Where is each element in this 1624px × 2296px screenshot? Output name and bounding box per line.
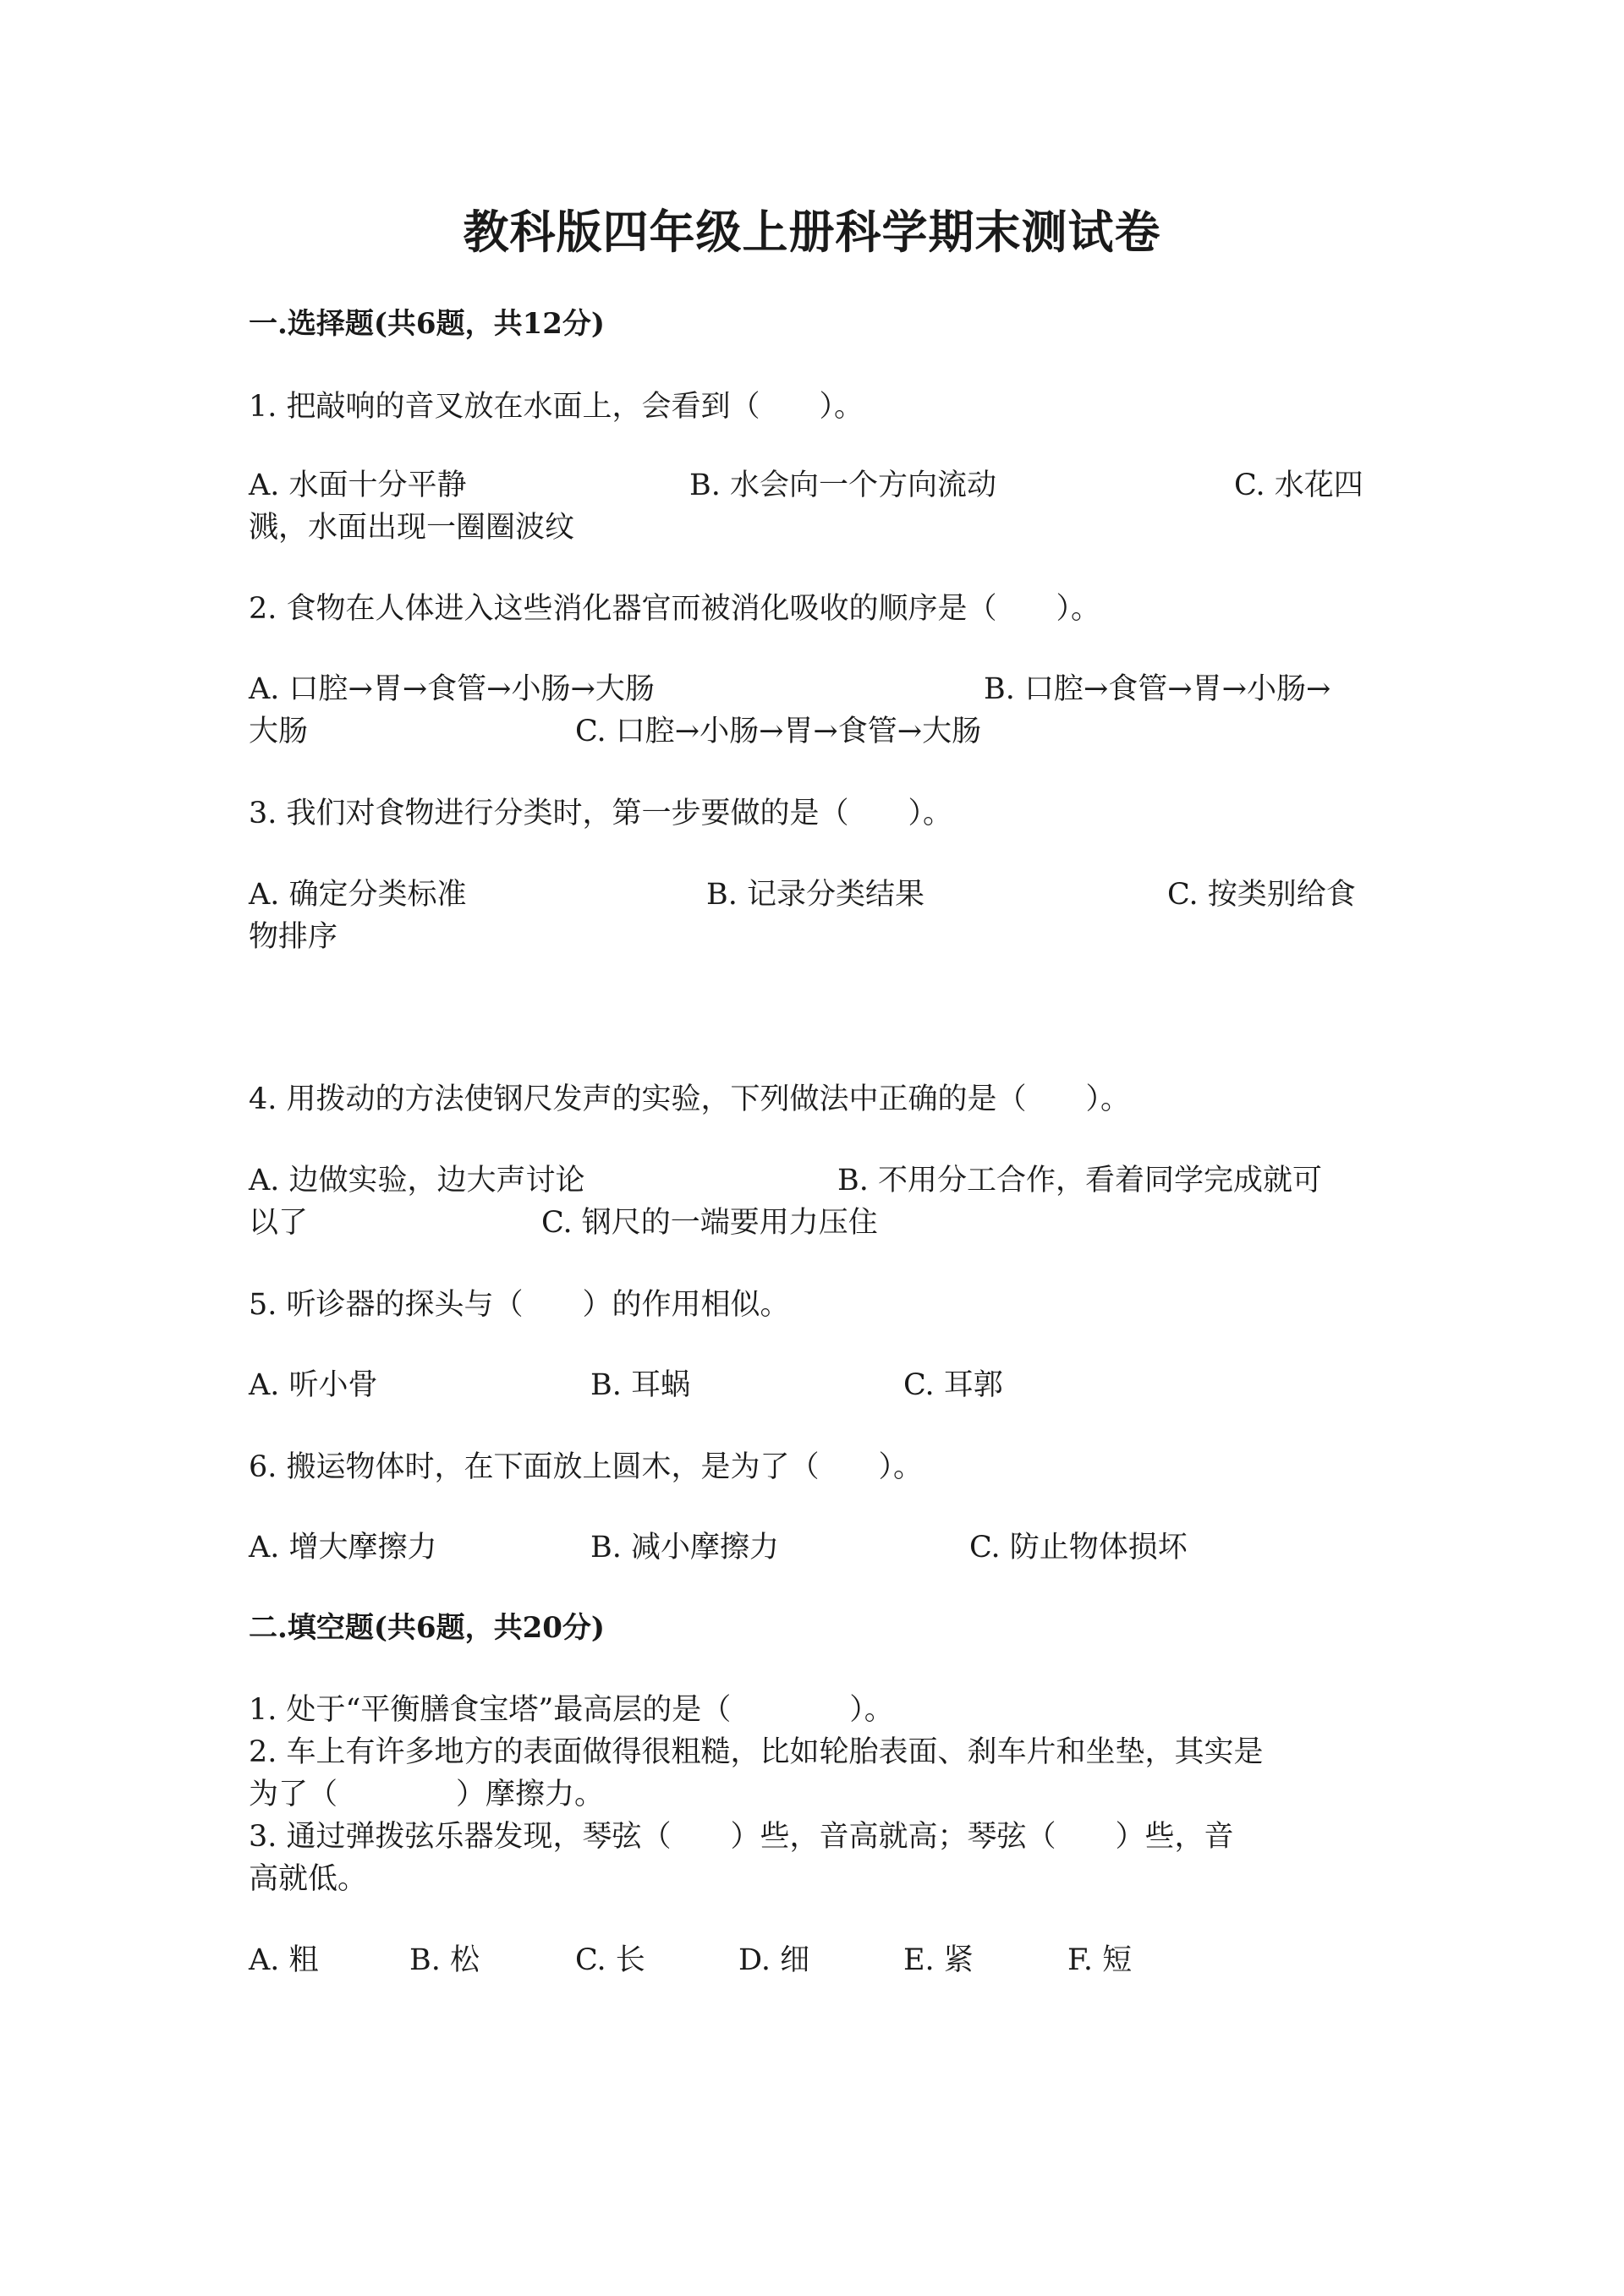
fill-option-f: F. 短 xyxy=(1067,1943,1133,1977)
page-title: 教科版四年级上册科学期末测试卷 xyxy=(463,205,1161,259)
option-5b: B. 耳蜗 xyxy=(590,1368,690,1402)
section-heading-fill: 二.填空题(共6题，共20分) xyxy=(249,1611,605,1645)
option-1c: C. 水花四 xyxy=(1234,469,1363,502)
question-1: 1. 把敲响的音叉放在水面上，会看到（ ）。 xyxy=(249,390,864,424)
fill-option-b: B. 松 xyxy=(409,1943,480,1977)
option-3c-cont: 物排序 xyxy=(249,920,338,954)
question-4: 4. 用拨动的方法使钢尺发声的实验，下列做法中正确的是（ ）。 xyxy=(249,1082,1131,1116)
option-6b: B. 减小摩擦力 xyxy=(590,1531,779,1564)
option-4a: A. 边做实验，边大声讨论 xyxy=(249,1164,585,1197)
option-2b: B. 口腔→食管→胃→小肠→ xyxy=(984,672,1331,706)
option-3a: A. 确定分类标准 xyxy=(249,878,467,912)
option-5c: C. 耳郭 xyxy=(903,1368,1003,1402)
fill-question-2-cont: 为了（ ）摩擦力。 xyxy=(249,1778,605,1811)
option-4c: C. 钢尺的一端要用力压住 xyxy=(541,1206,878,1240)
section-heading-choice: 一.选择题(共6题，共12分) xyxy=(249,307,605,341)
fill-question-1: 1. 处于“平衡膳食宝塔”最高层的是（ ）。 xyxy=(249,1693,894,1727)
option-4b: B. 不用分工合作，看着同学完成就可 xyxy=(837,1164,1322,1197)
option-2c: C. 口腔→小肠→胃→食管→大肠 xyxy=(575,715,982,748)
option-2b-cont: 大肠 xyxy=(249,715,309,748)
option-1b: B. 水会向一个方向流动 xyxy=(689,469,996,502)
fill-question-3: 3. 通过弹拨弦乐器发现，琴弦（ ）些，音高就高；琴弦（ ）些，音 xyxy=(249,1820,1234,1854)
question-6: 6. 搬运物体时，在下面放上圆木，是为了（ ）。 xyxy=(249,1450,924,1484)
option-3c: C. 按类别给食 xyxy=(1167,878,1356,912)
option-6c: C. 防止物体损坏 xyxy=(969,1531,1188,1564)
option-3b: B. 记录分类结果 xyxy=(706,878,924,912)
fill-option-a: A. 粗 xyxy=(249,1943,319,1977)
question-2: 2. 食物在人体进入这些消化器官而被消化吸收的顺序是（ ）。 xyxy=(249,592,1101,626)
option-4b-cont: 以了 xyxy=(249,1206,309,1240)
option-1a: A. 水面十分平静 xyxy=(249,469,467,502)
question-3: 3. 我们对食物进行分类时，第一步要做的是（ ）。 xyxy=(249,797,953,830)
fill-question-2: 2. 车上有许多地方的表面做得很粗糙，比如轮胎表面、刹车片和坐垫，其实是 xyxy=(249,1735,1264,1769)
option-2a: A. 口腔→胃→食管→小肠→大肠 xyxy=(249,672,655,706)
option-5a: A. 听小骨 xyxy=(249,1368,378,1402)
question-5: 5. 听诊器的探头与（ ）的作用相似。 xyxy=(249,1288,790,1322)
fill-option-c: C. 长 xyxy=(575,1943,645,1977)
option-6a: A. 增大摩擦力 xyxy=(249,1531,437,1564)
fill-option-e: E. 紧 xyxy=(903,1943,974,1977)
fill-question-3-cont: 高就低。 xyxy=(249,1862,368,1896)
option-1c-cont: 溅，水面出现一圈圈波纹 xyxy=(249,511,575,545)
fill-option-d: D. 细 xyxy=(738,1943,810,1977)
